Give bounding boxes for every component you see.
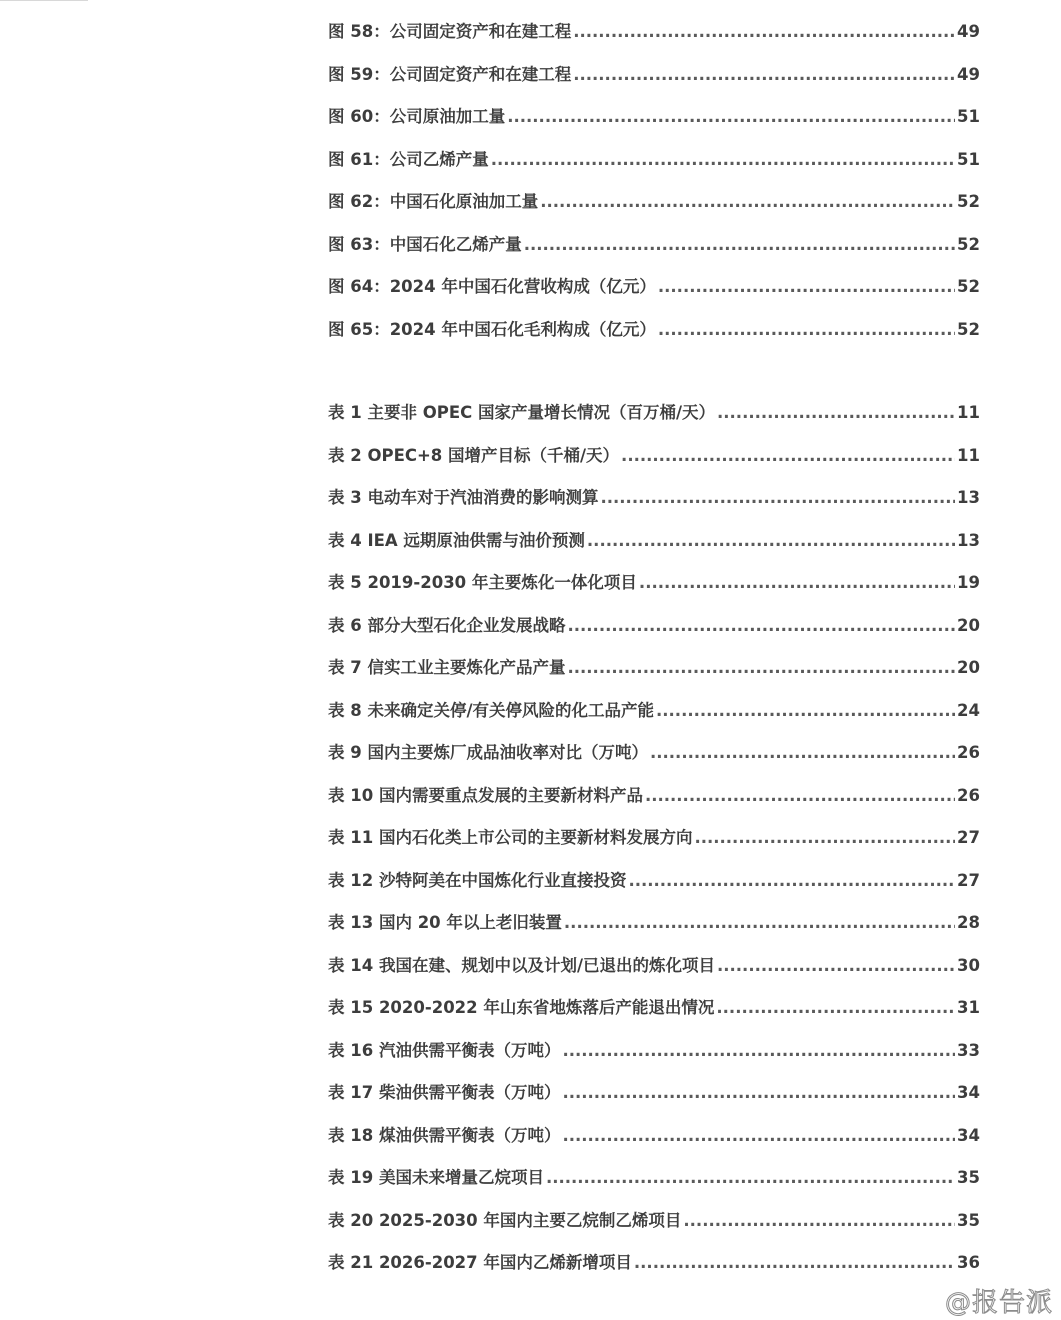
toc-entry-table-8[interactable] — [328, 690, 980, 733]
toc-entry-page: 31 — [957, 998, 980, 1017]
toc-entry-title: 表 16 汽油供需平衡表（万吨） — [328, 1040, 561, 1060]
toc-entry-table-12[interactable] — [328, 860, 980, 903]
toc-entry-page: 20 — [957, 615, 980, 635]
dot-leader — [717, 392, 955, 435]
toc-entry-page: 33 — [957, 1040, 980, 1060]
toc-entry-page: 13 — [957, 488, 980, 507]
toc-entry-table-19[interactable] — [328, 1157, 980, 1200]
toc-entry-figure-61[interactable] — [328, 139, 980, 182]
toc-entry-title: 表 2 OPEC+8 国增产目标（千桶/天） — [328, 445, 620, 465]
toc-entry-page: 34 — [957, 1083, 980, 1102]
toc-entry-title: 表 3 电动车对于汽油消费的影响测算 — [328, 488, 599, 507]
toc-entry-title: 图 64：2024 年中国石化营收构成（亿元） — [328, 277, 656, 296]
toc-entry-table-2[interactable] — [328, 435, 980, 478]
dot-leader — [600, 477, 955, 520]
toc-entry-page: 49 — [957, 64, 980, 84]
dot-leader — [562, 1030, 955, 1073]
toc-entry-page: 11 — [957, 403, 980, 422]
dot-leader — [645, 775, 955, 818]
dot-leader — [656, 690, 955, 733]
toc-entry-table-13[interactable] — [328, 902, 980, 945]
toc-entry-page: 27 — [957, 828, 980, 847]
toc-entry-table-18[interactable] — [328, 1115, 980, 1158]
toc-entry-figure-64[interactable] — [328, 266, 980, 309]
dot-leader — [683, 1200, 955, 1243]
toc-entry-table-5[interactable] — [328, 562, 980, 605]
toc-entry-title: 图 65：2024 年中国石化毛利构成（亿元） — [328, 319, 656, 339]
toc-entry-title: 图 62：中国石化原油加工量 — [328, 192, 539, 211]
dot-leader — [562, 1115, 955, 1158]
toc-entry-title: 图 61：公司乙烯产量 — [328, 149, 489, 169]
toc-entry-table-1[interactable] — [328, 392, 980, 435]
toc-entry-figure-63[interactable] — [328, 224, 980, 267]
toc-entry-table-11[interactable] — [328, 817, 980, 860]
toc-entry-page: 51 — [957, 107, 980, 126]
toc-entry-table-21[interactable] — [328, 1242, 980, 1285]
toc-entry-title: 图 58：公司固定资产和在建工程 — [328, 22, 572, 41]
toc-entry-table-10[interactable] — [328, 775, 980, 818]
toc-entry-page: 52 — [957, 319, 980, 339]
toc-entry-title: 表 1 主要非 OPEC 国家产量增长情况（百万桶/天） — [328, 403, 715, 422]
figure-list — [328, 11, 980, 351]
dot-leader — [716, 987, 955, 1030]
toc-entry-title: 表 20 2025-2030 年国内主要乙烷制乙烯项目 — [328, 1210, 682, 1230]
dot-leader — [573, 54, 955, 97]
dot-leader — [650, 732, 955, 775]
toc-entry-title: 表 9 国内主要炼厂成品油收率对比（万吨） — [328, 743, 648, 762]
dot-leader — [540, 181, 955, 224]
dot-leader — [573, 11, 955, 54]
toc-entry-figure-60[interactable] — [328, 96, 980, 139]
toc-entry-title: 表 18 煤油供需平衡表（万吨） — [328, 1125, 561, 1145]
toc-entry-figure-58[interactable] — [328, 11, 980, 54]
toc-entry-title: 表 19 美国未来增量乙烷项目 — [328, 1168, 544, 1187]
toc-entry-page: 35 — [957, 1210, 980, 1230]
toc-entry-page: 19 — [957, 573, 980, 592]
toc-entry-table-3[interactable] — [328, 477, 980, 520]
toc-entry-page: 30 — [957, 955, 980, 975]
toc-entry-page: 27 — [957, 870, 980, 890]
toc-entry-table-6[interactable] — [328, 605, 980, 648]
toc-entry-table-20[interactable] — [328, 1200, 980, 1243]
toc-entry-page: 24 — [957, 700, 980, 720]
dot-leader — [717, 945, 955, 988]
toc-entry-page: 52 — [957, 277, 980, 296]
dot-leader — [546, 1157, 955, 1200]
dot-leader — [507, 96, 955, 139]
toc-entry-page: 35 — [957, 1168, 980, 1187]
dot-leader — [628, 860, 955, 903]
toc-entry-title: 表 13 国内 20 年以上老旧装置 — [328, 913, 562, 932]
dot-leader — [621, 435, 955, 478]
toc-entry-page: 26 — [957, 743, 980, 762]
dot-leader — [491, 139, 955, 182]
toc-entry-title: 表 8 未来确定关停/有关停风险的化工品产能 — [328, 700, 654, 720]
toc-entry-title: 图 63：中国石化乙烯产量 — [328, 234, 522, 254]
toc-entry-title: 表 6 部分大型石化企业发展战略 — [328, 615, 566, 635]
toc-entry-table-17[interactable] — [328, 1072, 980, 1115]
toc-entry-page: 52 — [957, 234, 980, 254]
toc-entry-page: 49 — [957, 22, 980, 41]
toc-entry-title: 表 7 信实工业主要炼化产品产量 — [328, 658, 566, 677]
toc-entry-title: 表 11 国内石化类上市公司的主要新材料发展方向 — [328, 828, 693, 847]
toc-entry-title: 表 14 我国在建、规划中以及计划/已退出的炼化项目 — [328, 955, 715, 975]
toc-entry-page: 52 — [957, 192, 980, 211]
toc-entry-title: 表 15 2020-2022 年山东省地炼落后产能退出情况 — [328, 998, 715, 1017]
toc-entry-page: 51 — [957, 149, 980, 169]
dot-leader — [639, 562, 955, 605]
toc-entry-table-15[interactable] — [328, 987, 980, 1030]
dot-leader — [564, 902, 955, 945]
toc-entry-page: 36 — [957, 1253, 980, 1272]
dot-leader — [658, 266, 955, 309]
watermark: @报告派 — [944, 1288, 1053, 1318]
toc-entry-title: 表 10 国内需要重点发展的主要新材料产品 — [328, 785, 643, 805]
toc-entry-page: 34 — [957, 1125, 980, 1145]
toc-entry-title: 表 4 IEA 远期原油供需与油价预测 — [328, 530, 585, 550]
toc-entry-page: 28 — [957, 913, 980, 932]
toc-entry-title: 图 59：公司固定资产和在建工程 — [328, 64, 572, 84]
toc-entry-title: 表 5 2019-2030 年主要炼化一体化项目 — [328, 573, 637, 592]
dot-leader — [587, 520, 955, 563]
toc-entry-table-4[interactable] — [328, 520, 980, 563]
dot-leader — [524, 224, 955, 267]
top-divider — [0, 0, 88, 1]
table-list — [328, 392, 980, 1285]
toc-entry-page: 20 — [957, 658, 980, 677]
dot-leader — [658, 309, 955, 352]
dot-leader — [567, 605, 955, 648]
toc-entry-figure-59[interactable] — [328, 54, 980, 97]
dot-leader — [634, 1242, 955, 1285]
toc-entry-table-14[interactable] — [328, 945, 980, 988]
toc-entry-figure-65[interactable] — [328, 309, 980, 352]
toc-entry-title: 表 17 柴油供需平衡表（万吨） — [328, 1083, 561, 1102]
dot-leader — [567, 647, 955, 690]
toc-entry-title: 图 60：公司原油加工量 — [328, 107, 506, 126]
toc-entry-table-16[interactable] — [328, 1030, 980, 1073]
toc-entry-page: 11 — [957, 445, 980, 465]
toc-entry-figure-62[interactable] — [328, 181, 980, 224]
dot-leader — [562, 1072, 955, 1115]
dot-leader — [694, 817, 955, 860]
toc-entry-title: 表 12 沙特阿美在中国炼化行业直接投资 — [328, 870, 627, 890]
toc-entry-table-7[interactable] — [328, 647, 980, 690]
toc-entry-title: 表 21 2026-2027 年国内乙烯新增项目 — [328, 1253, 632, 1272]
toc-entry-page: 13 — [957, 530, 980, 550]
toc-entry-table-9[interactable] — [328, 732, 980, 775]
toc-entry-page: 26 — [957, 785, 980, 805]
